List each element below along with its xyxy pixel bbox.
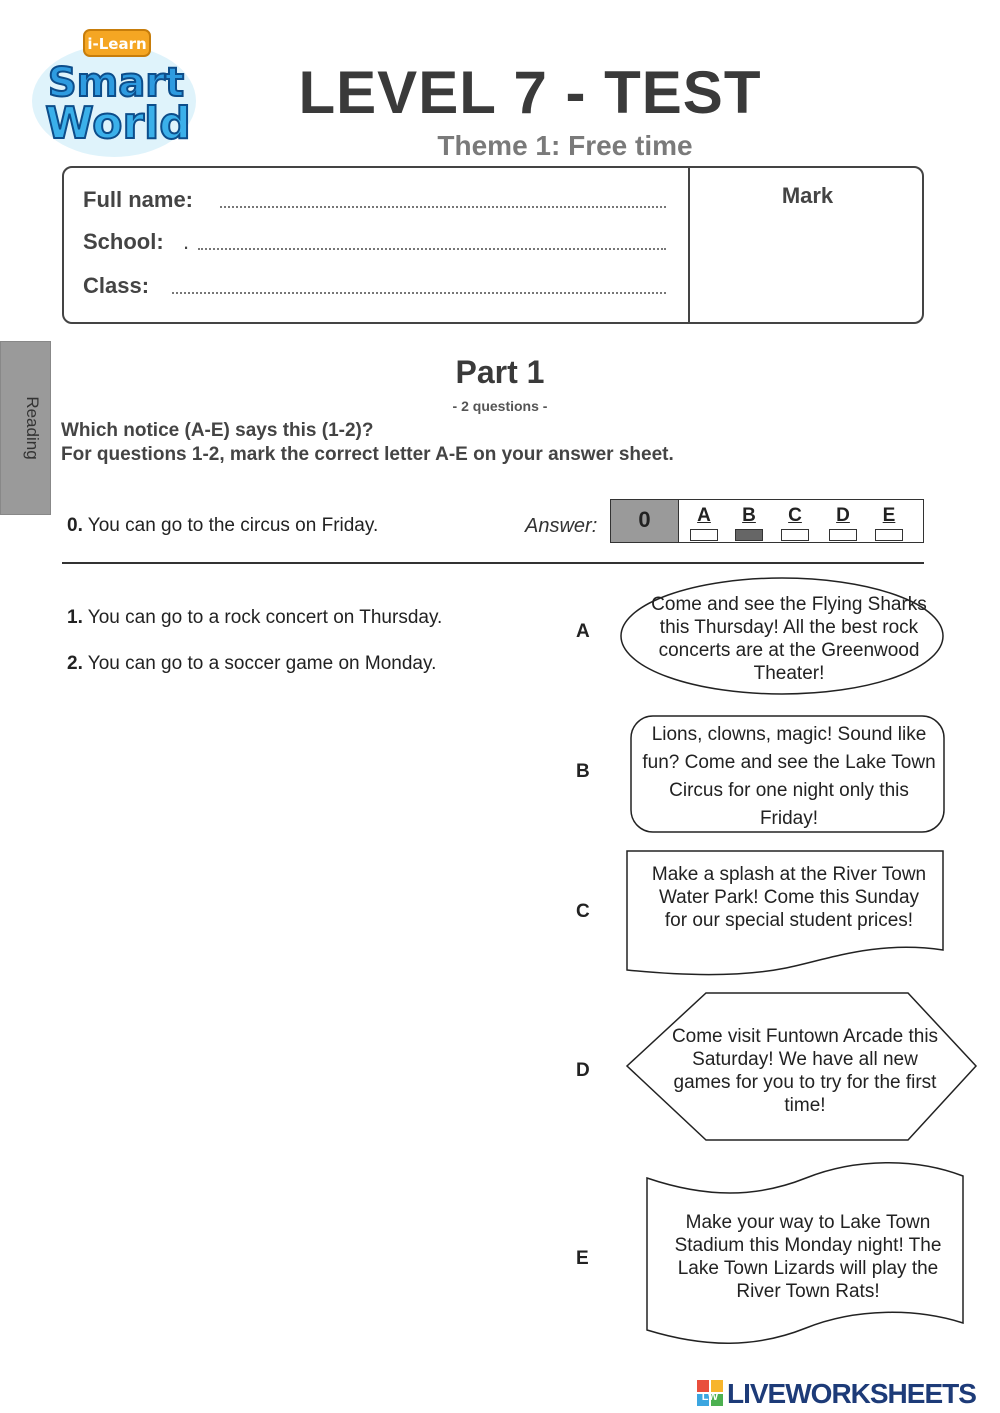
example-option-c	[780, 507, 810, 541]
option-box	[875, 529, 903, 541]
section-divider	[62, 562, 924, 564]
notice-d-text: Come visit Funtown Arcade this Saturday! We have all new games for you to try for the first time!	[671, 1026, 939, 1116]
option-letter: D	[836, 505, 850, 526]
option-box	[781, 529, 809, 541]
instruction-line-1: Which notice (A-E) says this (1-2)?	[61, 420, 374, 441]
badge-text: LW	[701, 1391, 719, 1403]
full-name-field[interactable]	[220, 206, 666, 208]
notice-b-letter: B	[576, 761, 590, 782]
class-field[interactable]	[172, 292, 666, 294]
answer-label: Answer:	[525, 515, 598, 537]
notice-a-letter: A	[576, 621, 590, 642]
option-letter: C	[788, 505, 802, 526]
option-box	[829, 529, 857, 541]
option-letter: A	[697, 505, 711, 526]
notice-c-text: Make a splash at the River Town Water Park! Come this Sunday for our special student prices!	[651, 864, 927, 931]
part-title: Part 1	[455, 354, 545, 390]
school-field[interactable]	[198, 248, 666, 250]
mark-label: Mark	[781, 183, 834, 208]
option-box-selected	[735, 529, 763, 541]
example-option-d	[828, 507, 858, 541]
notice-b-text: Lions, clowns, magic! Sound like fun? Come and see the Lake Town Circus for one night only this Friday!	[642, 724, 936, 829]
full-name-label: Full name:	[83, 187, 194, 212]
school-label: School:	[83, 229, 164, 254]
question-text: You can go to a soccer game on Monday.	[87, 653, 437, 674]
class-label: Class:	[83, 273, 150, 298]
option-letter: E	[882, 505, 896, 526]
logo-top-text: i-Learn	[87, 35, 147, 53]
test-title: LEVEL 7 - TEST	[298, 59, 762, 126]
liveworksheets-brand[interactable]: LIVEWORKSHEETS	[727, 1378, 976, 1409]
question-text: You can go to a rock concert on Thursday.	[87, 607, 443, 628]
smart-world-logo	[26, 26, 201, 161]
reading-tab-label: Reading	[23, 396, 42, 460]
question-1	[67, 607, 442, 629]
logo-line2: World	[45, 98, 191, 149]
question-count: - 2 questions -	[452, 398, 548, 414]
question-number: 1.	[67, 607, 83, 628]
example-text: You can go to the circus on Friday.	[87, 515, 379, 536]
example-option-e	[874, 507, 904, 541]
instruction-line-2: For questions 1-2, mark the correct letter A-E on your answer sheet.	[61, 444, 674, 465]
notice-a-text: Come and see the Flying Sharks this Thursday! All the best rock concerts are at the Greenwood Theater!	[651, 594, 927, 684]
liveworksheets-footer	[697, 1378, 997, 1408]
example-question	[67, 515, 378, 537]
liveworksheets-badge-icon	[697, 1380, 725, 1408]
example-answer-number: 0	[611, 500, 679, 542]
question-2	[67, 653, 436, 675]
notice-e-text: Make your way to Lake Town Stadium this Monday night! The Lake Town Lizards will play the River Town Rats!	[674, 1212, 942, 1302]
logo-line1: Smart	[47, 60, 185, 106]
example-number: 0.	[67, 515, 83, 536]
question-number: 2.	[67, 653, 83, 674]
info-box-divider	[688, 168, 690, 324]
notice-c-letter: C	[576, 901, 590, 922]
notice-e-letter: E	[576, 1248, 589, 1269]
example-option-b	[734, 507, 764, 541]
school-prefix: .	[183, 229, 190, 254]
notice-d-letter: D	[576, 1060, 590, 1081]
option-letter: B	[742, 505, 756, 526]
example-option-a	[689, 507, 719, 541]
theme-subtitle: Theme 1: Free time	[437, 130, 693, 161]
option-box	[690, 529, 718, 541]
